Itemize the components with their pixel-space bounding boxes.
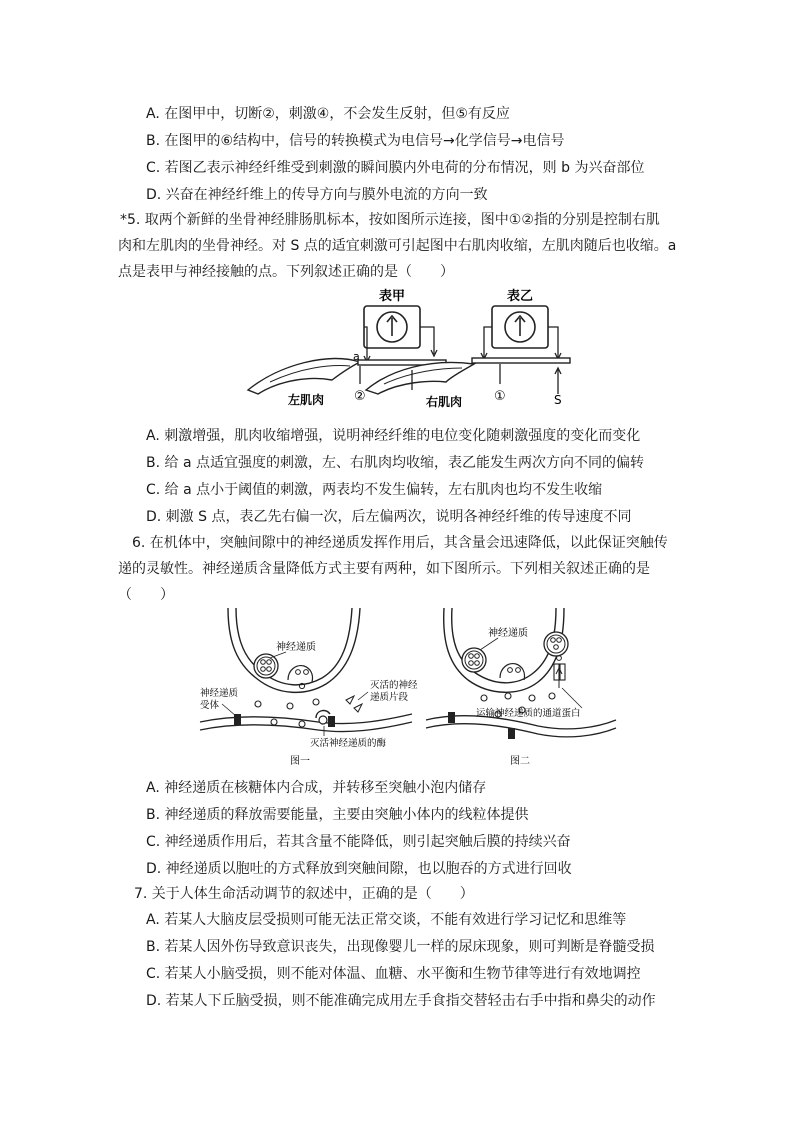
meter-a-label: 表甲 (378, 289, 406, 304)
nerve-2-label: ② (354, 389, 366, 404)
q5-stem-line-1: *5. 取两个新鲜的坐骨神经腓肠肌标本，按如图所示连接，图中①②指的分别是控制右肌 (120, 212, 660, 228)
right-muscle (366, 362, 474, 394)
fig1-transmitter-label: 神经递质 (276, 642, 316, 653)
fig1-enzyme-label: 灭活神经递质的酶 (310, 738, 387, 749)
fig1-receptor-label-1: 神经递质 (200, 688, 239, 699)
fig1-fragment-label-2: 递质片段 (370, 692, 409, 703)
point-s-label: S (554, 393, 562, 407)
q4-option-a: A. 在图甲中，切断②，刺激④，不会发生反射，但⑤有反应 (146, 106, 510, 122)
left-muscle-label: 左肌肉 (288, 393, 325, 407)
fig1-fragment-label-1: 灭活的神经 (370, 680, 418, 691)
q7-stem: 7. 关于人体生命活动调节的叙述中，正确的是（ ） (134, 886, 474, 902)
q6-option-a: A. 神经递质在核糖体内合成，并转移至突触小泡内储存 (146, 780, 487, 796)
q7-option-b: B. 若某人因外伤导致意识丧失，出现像婴儿一样的尿床现象，则可判断是脊髓受损 (146, 939, 655, 955)
q7-option-a: A. 若某人大脑皮层受损则可能无法正常交谈，不能有效进行学习记忆和思维等 (146, 912, 627, 928)
q6-stem-line-1: 6. 在机体中，突触间隙中的神经递质发挥作用后，其含量会迅速降低，以此保证突触传 (132, 535, 668, 551)
left-muscle (248, 358, 360, 394)
fig1-receptor-label-2: 受体 (200, 700, 220, 711)
q4-option-b: B. 在图甲的⑥结构中，信号的转换模式为电信号→化学信号→电信号 (146, 133, 565, 149)
q5-stem-line-3: 点是表甲与神经接触的点。下列叙述正确的是（ ） (118, 264, 454, 280)
q4-option-d: D. 兴奋在神经纤维上的传导方向与膜外电流的方向一致 (146, 187, 488, 203)
q5-option-b: B. 给 a 点适宜强度的刺激，左、右肌肉均收缩，表乙能发生两次方向不同的偏转 (146, 455, 644, 471)
q4-option-c: C. 若图乙表示神经纤维受到刺激的瞬间膜内外电荷的分布情况，则 b 为兴奋部位 (146, 160, 645, 176)
fig2-channel-label: 运输神经递质的通道蛋白 (476, 708, 581, 719)
right-muscle-label: 右肌肉 (426, 395, 463, 409)
q5-figure (240, 282, 590, 412)
q6-stem-line-2: 递的灵敏性。神经递质含量降低方式主要有两种，如下图所示。下列相关叙述正确的是 (118, 561, 650, 577)
nerve-1-label: ① (494, 389, 506, 404)
fig2-transmitter-label: 神经递质 (488, 628, 528, 639)
q5-option-a: A. 刺激增强，肌肉收缩增强，说明神经纤维的电位变化随刺激强度的变化而变化 (146, 428, 641, 444)
q5-option-d: D. 刺激 S 点，表乙先右偏一次，后左偏两次，说明各神经纤维的传导速度不同 (146, 509, 632, 525)
q5-option-c: C. 给 a 点小于阈值的刺激，两表均不发生偏转，左右肌肉也均不发生收缩 (146, 482, 603, 498)
q6-stem-line-3: （ ） (118, 587, 174, 603)
q6-option-d: D. 神经递质以胞吐的方式释放到突触间隙，也以胞吞的方式进行回收 (146, 861, 572, 877)
nerve-1 (472, 358, 570, 363)
fig1-caption: 图一 (290, 756, 310, 767)
q6-figure (198, 604, 618, 770)
meter-b-label: 表乙 (506, 289, 534, 304)
q6-option-b: B. 神经递质的释放需要能量，主要由突触小体内的线粒体提供 (146, 807, 529, 823)
fig2-caption: 图二 (510, 756, 530, 767)
q7-option-c: C. 若某人小脑受损，则不能对体温、血糖、水平衡和生物节律等进行有效地调控 (146, 966, 641, 982)
point-a-label: a (353, 350, 360, 363)
q5-stem-line-2: 肉和左肌肉的坐骨神经。对 S 点的适宜刺激可引起图中右肌肉收缩，左肌肉随后也收缩。a (118, 238, 677, 254)
q7-option-d: D. 若某人下丘脑受损，则不能准确完成用左手食指交替轻击右手中指和鼻尖的动作 (146, 993, 656, 1009)
q6-option-c: C. 神经递质作用后，若其含量不能降低，则引起突触后膜的持续兴奋 (146, 834, 571, 850)
